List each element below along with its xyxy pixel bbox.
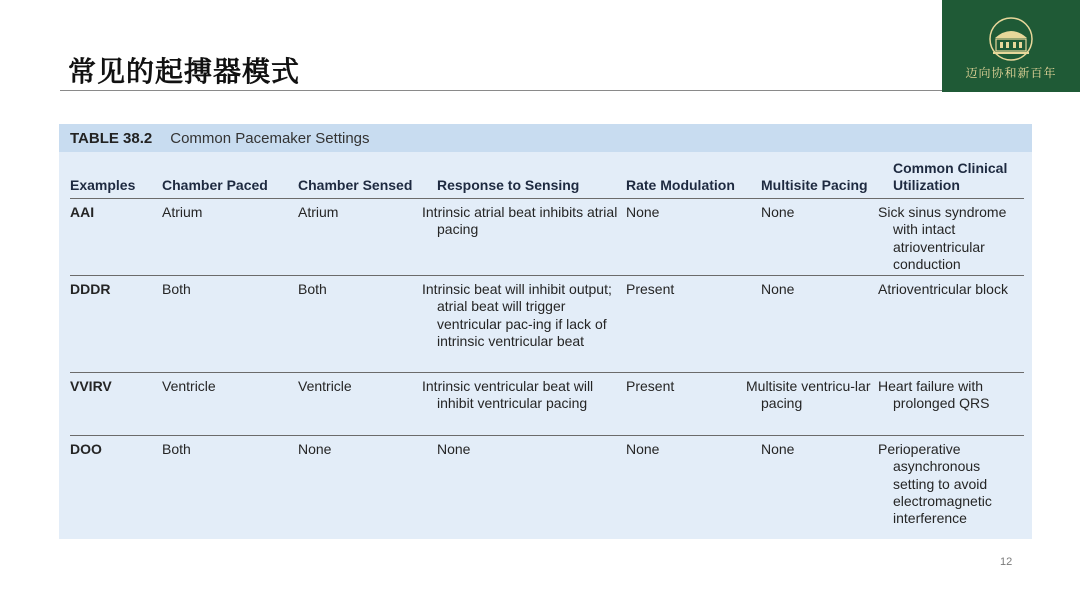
university-logo	[942, 0, 1080, 92]
table-row	[70, 276, 1024, 373]
table-row	[70, 373, 1024, 436]
table-row	[70, 199, 1024, 276]
cell-clinical: Atrioventricular block	[893, 276, 1024, 373]
cell-response: Intrinsic ventricular beat will inhibit ventricular pacing	[437, 373, 626, 436]
page-number: 12	[1000, 556, 1013, 568]
settings-table	[70, 160, 1024, 530]
cell-clinical: Perioperative asynchronous setting to avoid electromagnetic interference	[878, 441, 992, 527]
cell-paced: Both	[162, 276, 298, 373]
cell-rate: None	[626, 199, 761, 276]
cell-rate: Present	[626, 276, 761, 373]
header-chamber-paced: Chamber Paced	[162, 160, 298, 199]
cell-multisite: None	[761, 441, 795, 458]
header-examples: Examples	[70, 160, 162, 199]
title-divider	[60, 90, 1080, 91]
table-caption-number: TABLE 38.2	[70, 129, 153, 147]
header-chamber-sensed: Chamber Sensed	[298, 160, 437, 199]
cell-paced: Both	[162, 441, 191, 458]
cell-example: DOO	[70, 441, 102, 458]
cell-multisite: Multisite ventricu-lar pacing	[761, 373, 893, 436]
header-clinical-line1: Common Clinical	[893, 160, 1008, 176]
table-caption-text: Common Pacemaker Settings	[170, 129, 370, 147]
cell-sensed: Both	[298, 276, 437, 373]
cell-multisite: None	[761, 276, 893, 373]
cell-rate: None	[626, 441, 660, 458]
header-clinical-line2: Utilization	[893, 177, 960, 193]
cell-sensed: Ventricle	[298, 373, 437, 436]
header-rate-modulation: Rate Modulation	[626, 160, 761, 199]
cell-example: DDDR	[70, 276, 162, 373]
table-row	[70, 436, 1024, 530]
cell-clinical: Heart failure with prolonged QRS	[893, 373, 1024, 436]
cell-example: AAI	[70, 199, 162, 276]
cell-response: None	[437, 441, 471, 458]
table-header-row	[70, 160, 1024, 199]
cell-sensed: Atrium	[298, 199, 437, 276]
cell-response: Intrinsic beat will inhibit output; atrial beat will trigger ventricular pac-ing if lack of intrinsic ventricular beat	[437, 276, 626, 373]
cell-clinical: Sick sinus syndrome with intact atrioventricular conduction	[893, 199, 1024, 276]
table-caption	[59, 124, 1032, 152]
cell-paced: Ventricle	[162, 373, 298, 436]
cell-response: Intrinsic atrial beat inhibits atrial pacing	[437, 199, 626, 276]
header-multisite: Multisite Pacing	[761, 160, 893, 199]
cell-example: VVIRV	[70, 373, 162, 436]
building-emblem-icon	[981, 16, 1041, 62]
pacemaker-table	[59, 124, 1032, 539]
cell-sensed: None	[298, 441, 332, 458]
logo-motto: 迈向协和新百年	[965, 66, 1057, 80]
cell-multisite: None	[761, 199, 893, 276]
cell-paced: Atrium	[162, 199, 298, 276]
header-clinical	[893, 160, 1024, 199]
header-response: Response to Sensing	[437, 160, 626, 199]
slide-title: 常见的起搏器模式	[68, 55, 301, 88]
cell-rate: Present	[626, 373, 761, 436]
